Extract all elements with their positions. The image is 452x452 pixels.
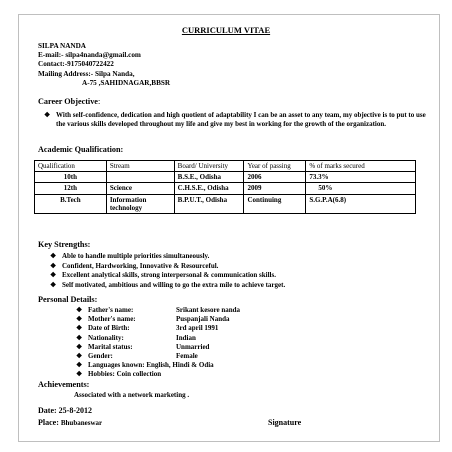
table-header-row — [35, 161, 416, 172]
achievements-heading: Achievements: — [38, 380, 90, 389]
email-line: E-mail:- silpa4nanda@gmail.com — [38, 51, 141, 60]
table-row — [35, 194, 416, 213]
detail-value: Coin collection — [116, 370, 162, 379]
diamond-bullet-icon: ❖ — [50, 252, 57, 260]
contact-block — [38, 42, 170, 88]
diamond-bullet-icon: ❖ — [76, 361, 83, 370]
list-item — [76, 343, 240, 352]
column-header: Stream — [106, 161, 174, 172]
column-header: % of marks secured — [306, 161, 416, 172]
detail-label: Gender: — [88, 352, 113, 361]
key-strengths-heading: Key Strengths: — [38, 240, 91, 249]
table-cell: B.Tech — [35, 194, 107, 213]
list-item — [50, 281, 285, 291]
career-objective-body: With self-confidence, dedication and high quotient of adaptability I can be an asset to any team, my objective is to put to use the various skills developed throughout my life and give my best in working for the growth of the organization. — [56, 111, 426, 128]
column-header: Board/ University — [174, 161, 244, 172]
date-line: Date: 25-8-2012 — [38, 406, 92, 415]
signature-label: Signature — [268, 418, 302, 427]
personal-details-list — [76, 306, 240, 380]
diamond-bullet-icon: ❖ — [44, 111, 51, 119]
table-cell — [106, 172, 174, 183]
document-title: CURRICULUM VITAE — [181, 25, 271, 35]
detail-label: Date of Birth: — [88, 324, 130, 333]
diamond-bullet-icon: ❖ — [76, 333, 83, 342]
list-item — [50, 262, 285, 272]
table-cell: C.H.S.E., Odisha — [174, 183, 244, 194]
table-cell: Information technology — [106, 194, 174, 213]
table-cell: 2006 — [244, 172, 306, 183]
table-cell: B.S.E., Odisha — [174, 172, 244, 183]
address-line-1: Mailing Address:- Silpa Nanda, — [38, 69, 135, 78]
table-cell: Science — [106, 183, 174, 194]
career-objective-title: Career Objective — [38, 97, 98, 106]
list-item — [76, 352, 240, 361]
detail-value: Female — [176, 352, 198, 361]
diamond-bullet-icon: ❖ — [76, 370, 83, 379]
table-cell: 50% — [306, 183, 416, 194]
list-item — [50, 271, 285, 281]
table-cell: Continuing — [244, 194, 306, 213]
list-item — [76, 370, 240, 379]
detail-label: Marital status: — [88, 342, 133, 351]
list-item — [76, 306, 240, 315]
detail-value: Srikant kesore nanda — [176, 306, 241, 314]
list-item-text: Self motivated, ambitious and willing to go the extra mile to achieve target. — [62, 280, 286, 289]
address-line-2: A-75 ,SAHIDNAGAR,BBSR — [82, 78, 171, 87]
list-item-text: Excellent analytical skills, strong interpersonal & communication skills. — [62, 271, 276, 280]
diamond-bullet-icon: ❖ — [76, 342, 83, 351]
column-header: Qualification — [35, 161, 107, 172]
diamond-bullet-icon: ❖ — [76, 315, 83, 324]
detail-label: Mother's name: — [88, 315, 136, 324]
list-item — [76, 324, 240, 333]
detail-value: English, Hindi & Odia — [146, 361, 214, 370]
list-item — [76, 334, 240, 343]
contact-line: Contact:-9175040722422 — [38, 60, 114, 69]
career-objective-heading — [38, 97, 100, 107]
candidate-name: SILPA NANDA — [38, 42, 86, 50]
place-label: Place: — [38, 418, 59, 427]
list-item-text: Able to handle multiple priorities simultaneously. — [62, 252, 210, 260]
diamond-bullet-icon: ❖ — [76, 306, 83, 314]
achievements-text: Associated with a network marketing . — [74, 391, 190, 399]
table-cell: 12th — [35, 183, 107, 194]
detail-value: Unmarried — [176, 342, 210, 351]
detail-label: Hobbies: — [88, 370, 115, 379]
list-item — [76, 361, 240, 370]
diamond-bullet-icon: ❖ — [50, 271, 57, 280]
personal-details-heading: Personal Details: — [38, 295, 98, 304]
career-objective-text — [44, 111, 426, 129]
detail-label: Languages known: — [88, 361, 145, 370]
academic-table — [34, 160, 416, 214]
diamond-bullet-icon: ❖ — [50, 280, 57, 289]
list-item-text: Confident, Hardworking, Innovative & Resourceful. — [62, 261, 219, 270]
detail-label: Nationality: — [88, 333, 124, 342]
academic-heading: Academic Qualification: — [38, 145, 124, 154]
diamond-bullet-icon: ❖ — [76, 324, 83, 333]
place-value: Bhubaneswar — [60, 419, 103, 427]
table-cell: S.G.P.A(6.8) — [306, 194, 416, 213]
detail-value: Puspanjali Nanda — [176, 315, 230, 324]
career-objective-colon: : — [97, 97, 101, 106]
place-line — [38, 418, 102, 427]
list-item — [76, 315, 240, 324]
table-cell: B.P.U.T., Odisha — [174, 194, 244, 213]
table-row — [35, 172, 416, 183]
column-header: Year of passing — [244, 161, 306, 172]
detail-value: 3rd april 1991 — [176, 324, 219, 333]
diamond-bullet-icon: ❖ — [50, 261, 57, 270]
key-strengths-list — [50, 252, 285, 290]
detail-label: Father's name: — [88, 306, 134, 314]
table-cell: 2009 — [244, 183, 306, 194]
list-item — [50, 252, 285, 262]
detail-value: Indian — [176, 333, 196, 342]
table-cell: 10th — [35, 172, 107, 183]
table-row — [35, 183, 416, 194]
table-cell: 73.3% — [306, 172, 416, 183]
diamond-bullet-icon: ❖ — [76, 352, 83, 361]
